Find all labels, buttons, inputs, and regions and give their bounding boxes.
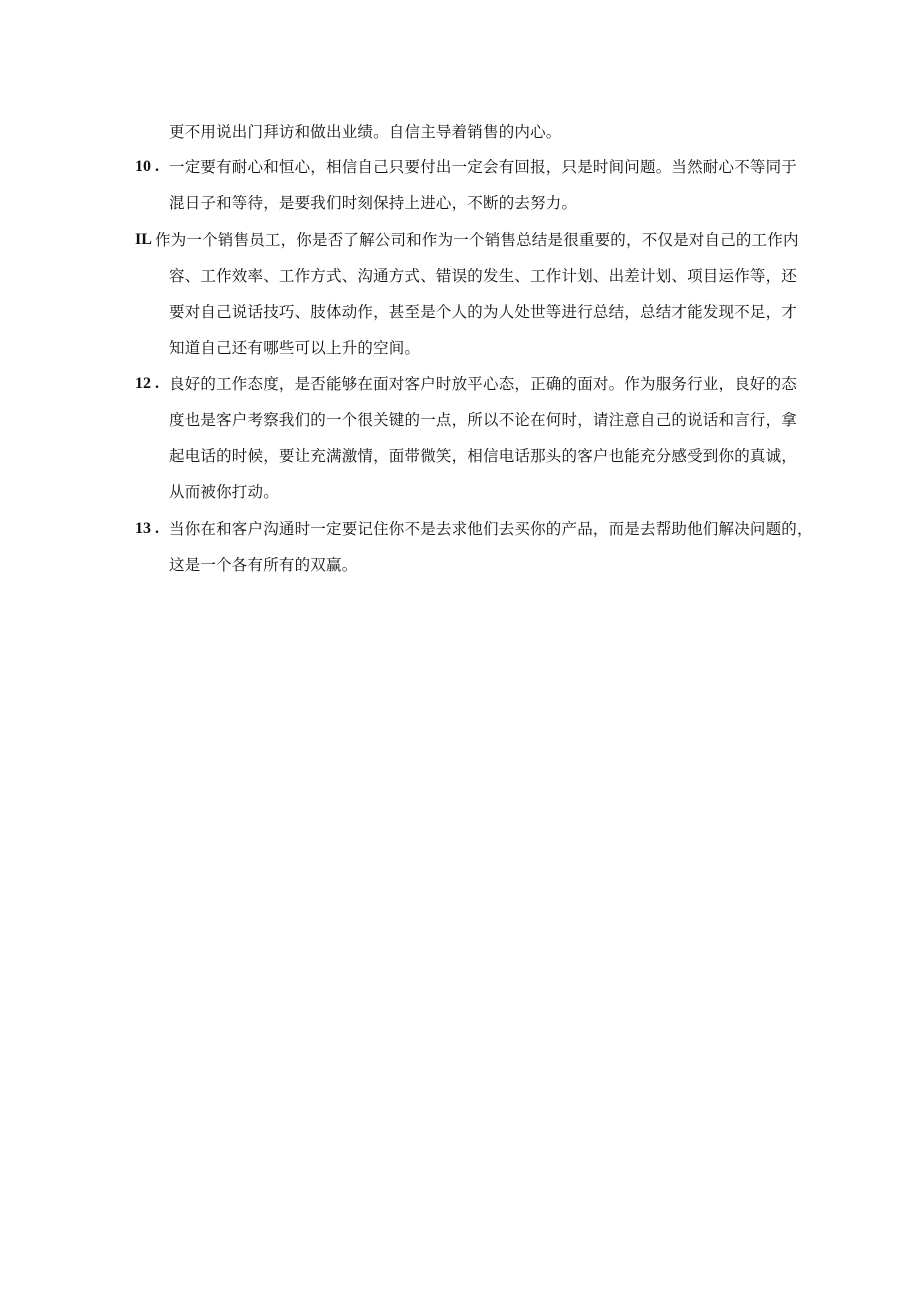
item-10-line-2: 混日子和等待，是要我们时刻保持上进心，不断的去努力。 (169, 194, 578, 212)
item-number-11: IL (135, 231, 152, 248)
item-number-13: 13 . (135, 520, 159, 537)
item-13-line-1: 当你在和客户沟通时一定要记住你不是去求他们去买你的产品，而是去帮助他们解决问题的， (169, 520, 813, 538)
item-number-10: 10 . (135, 158, 159, 175)
item-12-line-2: 度也是客户考察我们的一个很关键的一点，所以不论在何时，请注意自己的说话和言行，拿 (169, 411, 798, 429)
item-number-12: 12 . (135, 375, 159, 392)
item-12-line-4: 从而被你打动。 (169, 483, 279, 501)
item-10-line-1: 一定要有耐心和恒心，相信自己只要付出一定会有回报，只是时间问题。当然耐心不等同于 (169, 158, 798, 176)
item-13-line-2: 这是一个各有所有的双赢。 (169, 556, 358, 574)
item-12-line-1: 良好的工作态度，是否能够在面对客户时放平心态，正确的面对。作为服务行业，良好的态 (169, 375, 798, 393)
item-11-line-2: 容、工作效率、工作方式、沟通方式、错误的发生、工作计划、出差计划、项目运作等，还 (169, 267, 798, 285)
item-11-line-4: 知道自己还有哪些可以上升的空间。 (169, 339, 421, 357)
item-11-line-1: 作为一个销售员工，你是否了解公司和作为一个销售总结是很重要的，不仅是对自己的工作内 (155, 231, 799, 249)
lead-line: 更不用说出门拜访和做出业绩。自信主导着销售的内心。 (169, 123, 562, 141)
item-11-line-3: 要对自己说话技巧、肢体动作，甚至是个人的为人处世等进行总结，总结才能发现不足，才 (169, 303, 798, 321)
item-12-line-3: 起电话的时候，要让充满激情，面带微笑，相信电话那头的客户也能充分感受到你的真诚， (169, 447, 798, 465)
